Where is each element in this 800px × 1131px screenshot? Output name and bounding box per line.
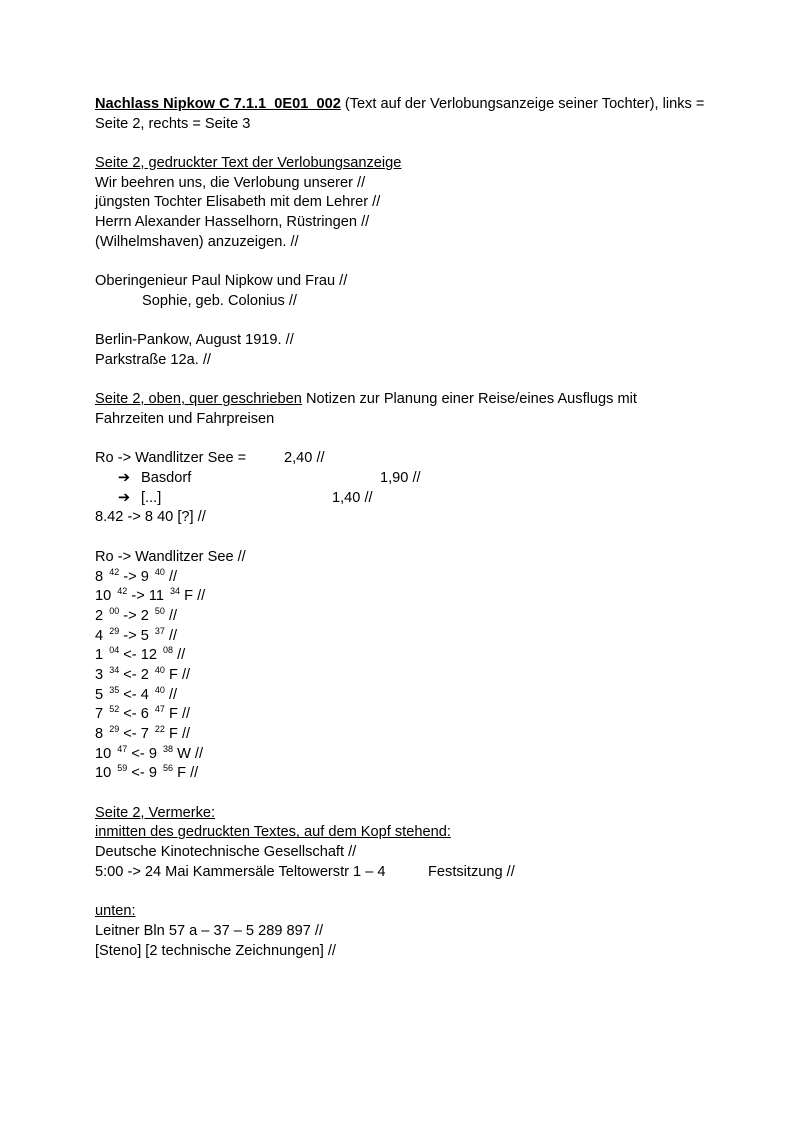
document-title-rest: (Text auf der Verlobungsanzeige seiner Tochter), links = xyxy=(340,96,705,112)
schedule-minute-1: 04 xyxy=(109,645,120,656)
section1-heading: Seite 2, gedruckter Text der Verlobungsanzeige xyxy=(95,155,402,172)
schedule-hour-2: 9 xyxy=(148,765,157,782)
schedule-row xyxy=(95,627,735,647)
schedule-row xyxy=(95,745,735,765)
section2-heading-line-2: Fahrzeiten und Fahrpreisen xyxy=(95,411,275,427)
schedule-suffix: W // xyxy=(177,745,204,762)
schedule-minute-1: 29 xyxy=(109,724,120,734)
schedule-suffix: F // xyxy=(184,588,206,605)
schedule-direction: <- xyxy=(123,666,137,683)
fare-row-route xyxy=(95,449,735,469)
schedule-minute-2: 37 xyxy=(154,625,165,636)
schedule-hour-2: 12 xyxy=(140,647,157,664)
schedule-hour-2: 2 xyxy=(140,666,149,683)
schedule-suffix: F // xyxy=(168,666,191,683)
event-title: Festsitzung // xyxy=(428,863,515,880)
schedule-minute-1: 52 xyxy=(109,704,120,715)
schedule-minute-1: 42 xyxy=(109,566,120,577)
schedule-hour-2: 9 xyxy=(148,745,157,762)
schedule-minute-1: 29 xyxy=(109,625,120,636)
schedule-minute-2: 40 xyxy=(154,566,165,577)
schedule-suffix: // xyxy=(177,647,186,664)
schedule-minute-1: 42 xyxy=(117,586,128,597)
schedule-direction: -> xyxy=(123,627,137,644)
schedule-minute-2: 40 xyxy=(154,664,165,675)
signature-line-2: Sophie, geb. Colonius // xyxy=(142,292,297,309)
fare-bracket-label: [...] xyxy=(141,489,162,506)
schedule-suffix: F // xyxy=(177,765,199,782)
event-line xyxy=(95,863,735,883)
header-line-2: Seite 2, rechts = Seite 3 xyxy=(95,115,251,132)
section3-subheading: inmitten des gedruckten Textes, auf dem Kopf stehend: xyxy=(95,824,451,841)
header-line-1 xyxy=(95,95,735,115)
schedule-minute-2: 56 xyxy=(163,763,174,774)
schedule-row xyxy=(95,764,735,784)
section2-heading-rest: Notizen zur Planung einer Reise/eines Ausflugs mit xyxy=(301,391,637,408)
arrow-right-icon: ➔ xyxy=(117,489,131,506)
contact-line: Leitner Bln 57 a – 37 – 5 289 897 // xyxy=(95,922,323,939)
arrow-right-icon: ➔ xyxy=(117,470,131,487)
schedule-minute-1: 47 xyxy=(117,743,128,754)
schedule-direction: <- xyxy=(131,765,145,782)
section2-heading: Seite 2, oben, quer geschrieben xyxy=(95,391,302,408)
schedule-direction: <- xyxy=(123,706,137,723)
schedule-hour-2: 7 xyxy=(140,726,149,742)
society-line: Deutsche Kinotechnische Gesellschaft // xyxy=(95,844,357,861)
announcement-line: Herrn Alexander Hasselhorn, Rüstringen // xyxy=(95,214,370,231)
schedule-hour-2: 9 xyxy=(140,568,149,585)
schedule-hour-1: 8 xyxy=(95,568,104,585)
schedule-list xyxy=(95,568,735,785)
schedule-suffix: // xyxy=(168,627,178,644)
schedule-hour-1: 4 xyxy=(95,627,104,644)
schedule-direction: <- xyxy=(123,686,137,703)
schedule-hour-2: 11 xyxy=(148,588,164,605)
schedule-row xyxy=(95,587,735,607)
fare-row-bracket xyxy=(95,489,735,509)
schedule-suffix: F // xyxy=(168,726,191,742)
announcement-line: (Wilhelmshaven) anzuzeigen. // xyxy=(95,233,299,250)
fare-basdorf-label: Basdorf xyxy=(141,470,192,487)
unten-heading: unten: xyxy=(95,903,136,920)
schedule-row xyxy=(95,725,735,745)
place-date-line: Berlin-Pankow, August 1919. // xyxy=(95,332,294,349)
schedule-hour-1: 10 xyxy=(95,588,112,605)
schedule-suffix: // xyxy=(168,607,178,624)
fare-route-price: 2,40 // xyxy=(284,450,325,467)
schedule-direction: -> xyxy=(123,607,137,624)
schedule-hour-2: 2 xyxy=(140,607,149,624)
schedule-hour-1: 1 xyxy=(95,647,104,664)
schedule-hour-1: 10 xyxy=(95,765,112,782)
schedule-minute-1: 34 xyxy=(109,664,120,675)
steno-line: [Steno] [2 technische Zeichnungen] // xyxy=(95,942,336,959)
fare-bracket-price: 1,40 // xyxy=(332,489,373,506)
schedule-direction: <- xyxy=(123,647,137,664)
schedule-row xyxy=(95,607,735,627)
schedule-hour-1: 10 xyxy=(95,745,112,762)
schedule-minute-1: 35 xyxy=(109,684,120,695)
fare-row-basdorf xyxy=(95,469,735,489)
schedule-minute-2: 50 xyxy=(154,605,165,616)
schedule-row xyxy=(95,646,735,666)
schedule-minute-2: 08 xyxy=(163,645,174,656)
schedule-minute-1: 00 xyxy=(109,605,120,616)
section2-heading-line xyxy=(95,390,735,410)
schedule-direction: -> xyxy=(131,588,145,605)
schedule-hour-1: 2 xyxy=(95,607,104,624)
fare-route-label: Ro -> Wandlitzer See = xyxy=(95,450,247,467)
route2-label: Ro -> Wandlitzer See // xyxy=(95,548,246,565)
schedule-hour-1: 8 xyxy=(95,726,104,742)
schedule-hour-1: 3 xyxy=(95,666,104,683)
document-page xyxy=(95,95,735,961)
schedule-suffix: // xyxy=(168,686,178,703)
schedule-suffix: F // xyxy=(168,706,191,723)
announcement-line: Wir beehren uns, die Verlobung unserer // xyxy=(95,174,366,191)
street-line: Parkstraße 12a. // xyxy=(95,351,211,368)
announcement-line: jüngsten Tochter Elisabeth mit dem Lehrer // xyxy=(95,194,381,211)
schedule-hour-1: 7 xyxy=(95,706,104,723)
schedule-direction: <- xyxy=(123,726,137,742)
event-details: 5:00 -> 24 Mai Kammersäle Teltowerstr 1 – 4 xyxy=(95,863,386,880)
schedule-minute-1: 59 xyxy=(117,763,128,774)
schedule-hour-1: 5 xyxy=(95,686,104,703)
schedule-hour-2: 5 xyxy=(140,627,149,644)
section3-heading: Seite 2, Vermerke: xyxy=(95,804,216,821)
schedule-hour-2: 6 xyxy=(140,706,149,723)
schedule-hour-2: 4 xyxy=(140,686,149,703)
schedule-row xyxy=(95,686,735,706)
schedule-minute-2: 47 xyxy=(154,704,165,715)
signature-line-1: Oberingenieur Paul Nipkow und Frau // xyxy=(95,273,348,290)
schedule-direction: -> xyxy=(123,568,137,585)
schedule-row xyxy=(95,568,735,588)
schedule-row xyxy=(95,705,735,725)
document-title: Nachlass Nipkow C 7.1.1_0E01_002 xyxy=(95,96,341,112)
fare-basdorf-price: 1,90 // xyxy=(380,470,421,487)
schedule-minute-2: 22 xyxy=(154,724,165,734)
schedule-minute-2: 34 xyxy=(170,586,181,597)
schedule-row xyxy=(95,666,735,686)
schedule-suffix: // xyxy=(168,568,178,585)
schedule-direction: <- xyxy=(131,745,145,762)
time-note: 8.42 -> 8 40 [?] // xyxy=(95,509,206,526)
schedule-minute-2: 40 xyxy=(154,684,165,695)
schedule-minute-2: 38 xyxy=(163,743,174,754)
